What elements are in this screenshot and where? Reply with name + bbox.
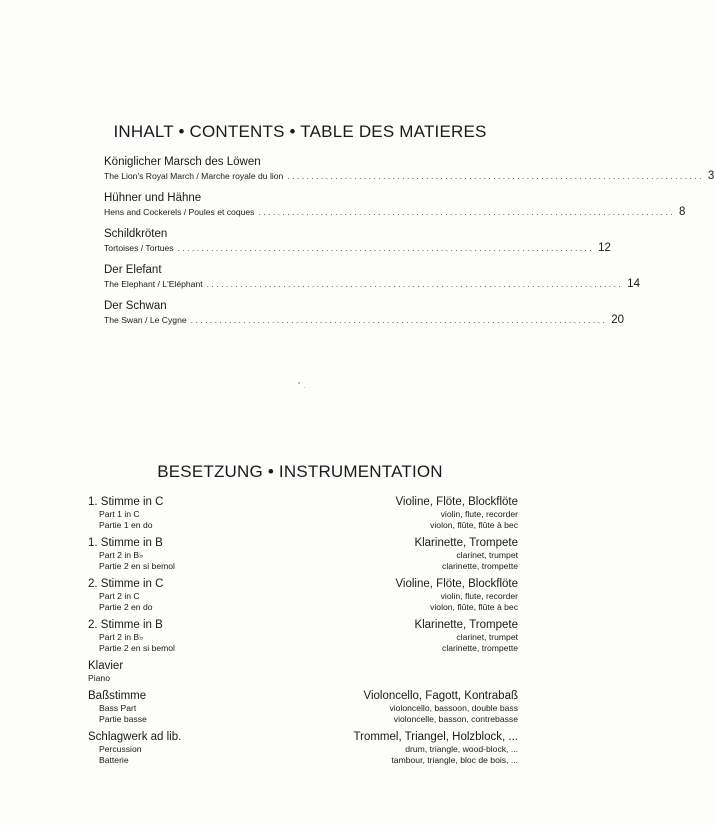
part-name-en: Part 2 in B♭	[99, 632, 144, 642]
instrument-names-en: clarinet, trumpet	[456, 550, 518, 560]
instrument-names: Trommel, Triangel, Holzblock, ...	[353, 731, 518, 743]
toc-entry	[104, 263, 640, 291]
instrument-names-fr: violon, flûte, flûte à bec	[430, 602, 518, 612]
instrumentation-row	[88, 618, 518, 654]
toc-entry	[104, 299, 624, 327]
paper-speck	[304, 387, 305, 388]
instrument-names-en: violin, flute, recorder	[440, 591, 518, 601]
instrument-names: Klarinette, Trompete	[414, 619, 518, 631]
part-name: 2. Stimme in B	[88, 619, 163, 631]
part-name: 1. Stimme in C	[88, 496, 164, 508]
dot-leader: .......................................................................................	[206, 279, 624, 289]
part-name: Schlagwerk ad lib.	[88, 731, 182, 743]
part-name-en: Percussion	[99, 744, 142, 754]
toc-subtitle: Hens and Cockerels / Poules et coques	[104, 207, 255, 217]
instrument-names-fr: violon, flûte, flûte à bec	[430, 520, 518, 530]
toc-subtitle: The Swan / Le Cygne	[104, 315, 187, 325]
toc-page-number: 20	[611, 314, 624, 326]
part-name-en: Part 2 in B♭	[99, 550, 144, 560]
toc-title: Der Elefant	[104, 264, 162, 276]
table-of-contents	[104, 155, 714, 335]
part-name-fr: Batterie	[99, 755, 129, 765]
instrumentation-row	[88, 577, 518, 613]
instrument-names-fr: clarinette, trompette	[442, 561, 518, 571]
toc-title: Königlicher Marsch des Löwen	[104, 156, 261, 168]
part-name: Klavier	[88, 660, 124, 672]
instrumentation-list	[88, 495, 518, 771]
instrumentation-heading: BESETZUNG • INSTRUMENTATION	[157, 462, 443, 481]
instrumentation-row	[88, 689, 518, 725]
part-name-en: Bass Part	[99, 703, 137, 713]
toc-page-number: 14	[627, 278, 640, 290]
part-name-en: Part 2 in C	[99, 591, 140, 601]
part-name-fr: Partie 1 en do	[99, 520, 153, 530]
part-name-en: Part 1 in C	[99, 509, 140, 519]
toc-entry	[104, 191, 686, 219]
toc-subtitle: Tortoises / Tortues	[104, 243, 174, 253]
part-name-en: Piano	[88, 673, 110, 683]
part-name: 2. Stimme in C	[88, 578, 164, 590]
dot-leader: .......................................................................................	[190, 315, 608, 325]
part-name-fr: Partie 2 en si bemol	[99, 561, 175, 571]
instrument-names: Violine, Flöte, Blockflöte	[395, 496, 518, 508]
part-name-fr: Partie 2 en do	[99, 602, 153, 612]
toc-subtitle: The Lion's Royal March / Marche royale du lion	[104, 171, 284, 181]
instrumentation-row	[88, 730, 518, 766]
toc-page-number: 12	[598, 242, 611, 254]
instrument-names: Klarinette, Trompete	[414, 537, 518, 549]
instrumentation-row	[88, 659, 518, 684]
instrument-names-en: drum, triangle, wood-block, ...	[405, 744, 518, 754]
dot-leader: .......................................................................................	[177, 243, 595, 253]
instrument-names: Violine, Flöte, Blockflöte	[395, 578, 518, 590]
dot-leader: .......................................................................................	[258, 207, 676, 217]
toc-subtitle: The Elephant / L'Eléphant	[104, 279, 203, 289]
part-name-fr: Partie 2 en si bemol	[99, 643, 175, 653]
instrumentation-row	[88, 495, 518, 531]
toc-title: Der Schwan	[104, 300, 167, 312]
instrumentation-row	[88, 536, 518, 572]
toc-entry	[104, 155, 714, 183]
dot-leader: .......................................................................................	[287, 171, 704, 181]
instrument-names-en: clarinet, trumpet	[456, 632, 518, 642]
instrument-names-en: violin, flute, recorder	[440, 509, 518, 519]
instrument-names-fr: violoncelle, basson, contrebasse	[393, 714, 518, 724]
paper-speck	[298, 382, 300, 384]
contents-heading: INHALT • CONTENTS • TABLE DES MATIERES	[113, 122, 487, 141]
toc-page-number: 8	[679, 206, 686, 218]
part-name: 1. Stimme in B	[88, 537, 163, 549]
toc-title: Hühner und Hähne	[104, 192, 202, 204]
part-name: Baßstimme	[88, 690, 147, 702]
instrument-names: Violoncello, Fagott, Kontrabaß	[363, 690, 518, 702]
instrument-names-fr: clarinette, trompette	[442, 643, 518, 653]
toc-title: Schildkröten	[104, 228, 168, 240]
toc-entry	[104, 227, 611, 255]
toc-page-number: 3	[707, 170, 714, 182]
instrument-names-fr: tambour, triangle, bloc de bois, ...	[391, 755, 518, 765]
instrument-names-en: violoncello, bassoon, double bass	[389, 703, 518, 713]
part-name-fr: Partie basse	[99, 714, 147, 724]
